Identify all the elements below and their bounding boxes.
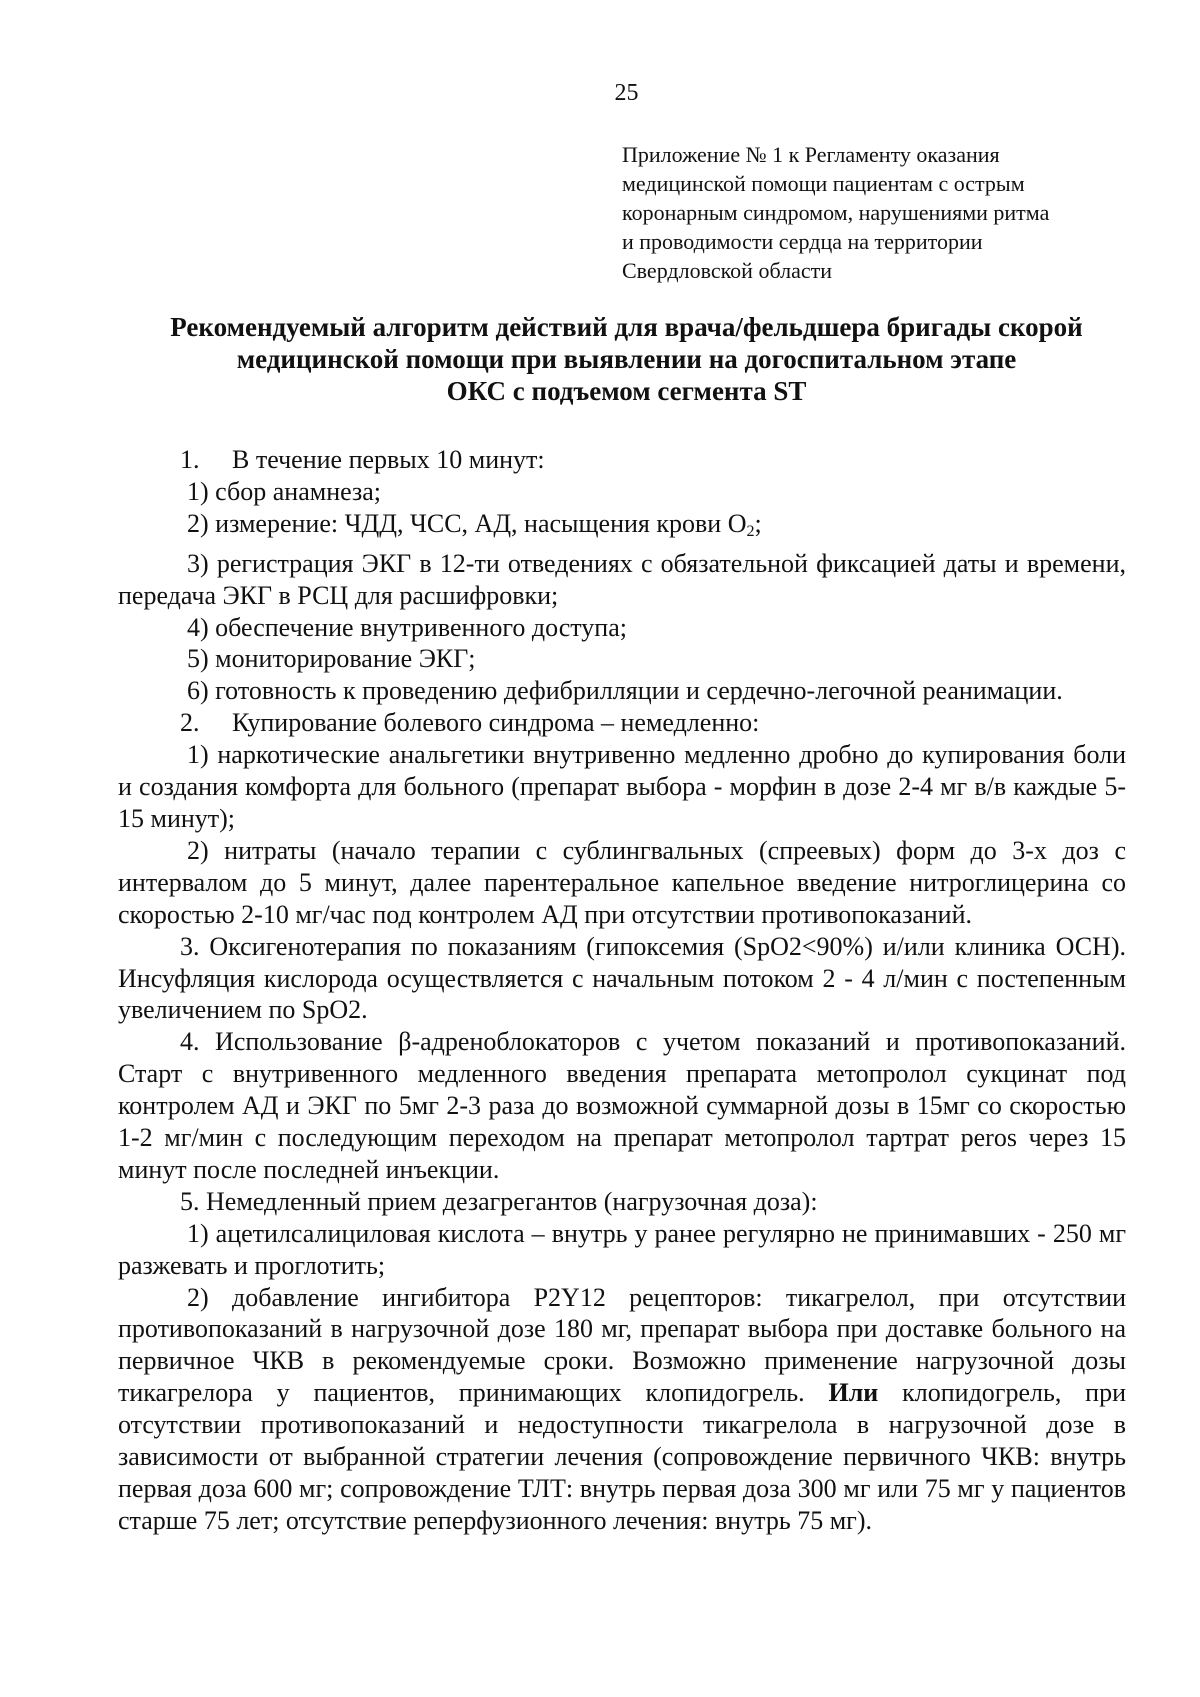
appendix-line: Свердловской области bbox=[622, 258, 832, 283]
appendix-line: коронарным синдромом, нарушениями ритма bbox=[622, 200, 1050, 225]
title-line: Рекомендуемый алгоритм действий для врача/фельдшера бригады скорой bbox=[170, 312, 1083, 342]
section-5-item bbox=[118, 1282, 1126, 1537]
title-line: медицинской помощи при выявлении на догоспитальном этапе bbox=[236, 344, 1017, 374]
section-5-item: 1) ацетилсалициловая кислота – внутрь у ранее регулярно не принимавших - 250 мг разжевать и проглотить; bbox=[118, 1218, 1126, 1280]
item-suffix: ; bbox=[754, 508, 762, 538]
emphasis-or: Или bbox=[828, 1378, 879, 1408]
section-2-item: 1) наркотические анальгетики внутривенно медленно дробно до купирования боли и создания комфорта для больного (препарат выбора - морфин в дозе 2-4 мг в/в каждые 5-15 минут); bbox=[118, 740, 1126, 833]
section-5-item-text: 2) добавление ингибитора P2Y12 рецепторов: тикагрелол, при отсутствии противопоказаний в нагрузочной дозе 180 мг, препарат выбора при доставке больного на первичное ЧКВ в рекомендуемые сроки. Возможно применение нагрузочной дозы тикагрелора у пациентов, принимающих клопидогрель. bbox=[118, 1282, 1126, 1408]
section-1-heading: 1. В течение первых 10 минут: bbox=[180, 445, 545, 474]
document-title bbox=[110, 311, 1143, 407]
appendix-line: и проводимости сердца на территории bbox=[622, 229, 983, 254]
section-5-heading: 5. Немедленный прием дезагрегантов (нагрузочная доза): bbox=[180, 1186, 818, 1216]
section-1-item: 1) сбор анамнеза; bbox=[187, 476, 381, 506]
appendix-note bbox=[622, 140, 1142, 285]
section-1-item: 5) мониторирование ЭКГ; bbox=[187, 644, 476, 674]
page-number: 25 bbox=[614, 80, 639, 106]
section-2-item: 2) нитраты (начало терапии с сублингвальных (спреевых) форм до 3-х доз с интервалом до 5 минут, далее парентеральное капельное введение нитроглицерина со скоростью 2-10 мг/час под контролем АД при отсутствии противопоказаний. bbox=[118, 835, 1126, 929]
section-5-item-text: клопидогрель, при отсутствии противопоказаний и недоступности тикагрелола в нагрузочной дозе в зависимости от выбранной стратегии лечения (сопровождение первичного ЧКВ: внутрь первая доза 600 мг; сопровождение ТЛТ: внутрь первая доза 300 мг или 75 мг у пациентов старше 75 лет; отсутствие реперфузионного лечения: внутрь 75 мг). bbox=[118, 1378, 1126, 1535]
section-1-item: 6) готовность к проведению дефибрилляции и сердечно-легочной реанимации. bbox=[187, 676, 1063, 706]
section-1-item bbox=[118, 508, 1126, 548]
section-3-paragraph: 3. Оксигенотерапия по показаниям (гипоксемия (SpO2<90%) и/или клиника ОСН). Инсуфляция кислорода осуществляется с начальным потоком 2 - 4 л/мин с постепенным увеличением по SpO2. bbox=[118, 931, 1126, 1025]
document-body bbox=[118, 444, 1126, 1537]
section-1-item: 3) регистрация ЭКГ в 12-ти отведениях с обязательной фиксацией даты и времени, передача ЭКГ в РСЦ для расшифровки; bbox=[118, 548, 1126, 610]
section-2-heading: 2. Купирование болевого синдрома – немедленно: bbox=[180, 708, 760, 738]
appendix-line: Приложение № 1 к Регламенту оказания bbox=[622, 142, 1000, 167]
section-4-paragraph: 4. Использование β-адреноблокаторов с учетом показаний и противопоказаний. Старт с внутривенного медленного введения препарата метопролол сукцинат под контролем АД и ЭКГ по 5мг 2-3 раза до возможной суммарной дозы в 15мг со скоростью 1-2 мг/мин с последующим переходом на препарат метопролол тартрат peros через 15 минут после последней инъекции. bbox=[118, 1027, 1126, 1184]
title-line: ОКС с подъемом сегмента ST bbox=[446, 376, 807, 406]
section-1-item-text: 2) измерение: ЧДД, ЧСС, АД, насыщения крови О bbox=[187, 508, 747, 538]
appendix-line: медицинской помощи пациентам с острым bbox=[622, 171, 1025, 196]
section-1-item: 4) обеспечение внутривенного доступа; bbox=[187, 612, 627, 642]
o2-subscript: 2 bbox=[746, 522, 755, 540]
